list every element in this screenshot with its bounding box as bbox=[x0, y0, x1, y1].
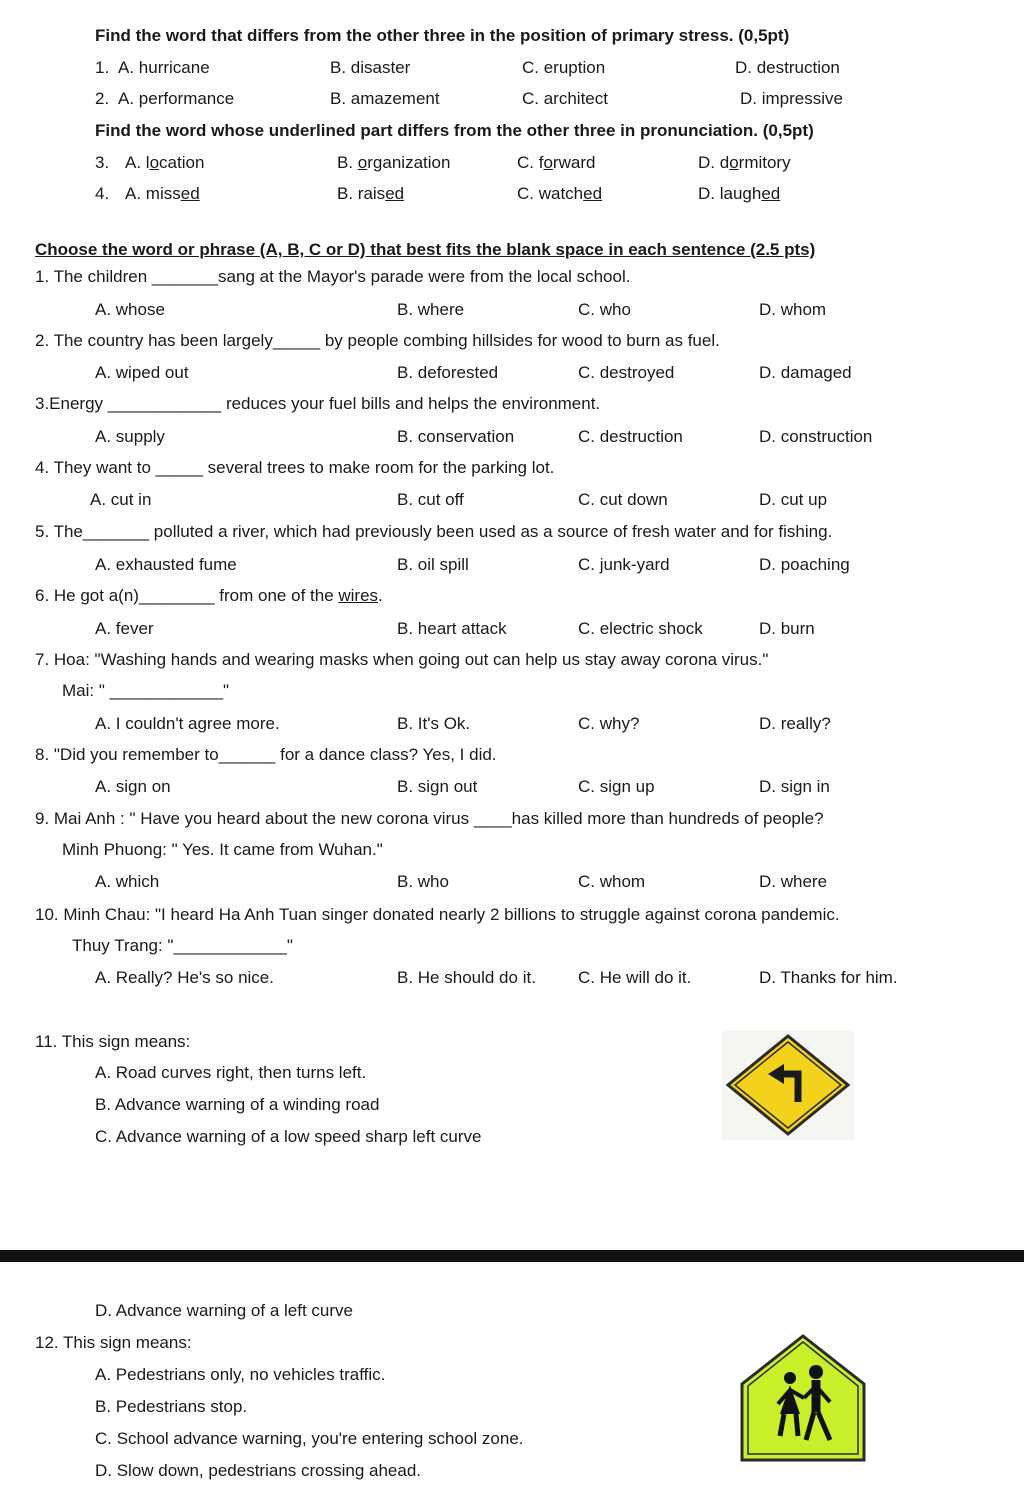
underlined-part: o bbox=[357, 153, 368, 172]
mc-q1-option-b[interactable]: B. where bbox=[397, 300, 465, 319]
underlined-part: ed bbox=[385, 184, 405, 203]
pron-q3-option-a[interactable]: A. location bbox=[125, 153, 205, 172]
underlined-part: ed bbox=[761, 184, 781, 203]
mc-q3-option-d[interactable]: D. construction bbox=[759, 427, 873, 446]
mc-q11-option-d[interactable]: D. Advance warning of a left curve bbox=[95, 1301, 353, 1320]
mc-q8-stem: 8. "Did you remember to______ for a dance class? Yes, I did. bbox=[35, 745, 497, 764]
mc-q10-response-line: Thuy Trang: "____________" bbox=[72, 936, 293, 955]
left-curve-warning-sign-icon bbox=[722, 1030, 854, 1145]
pronunciation-heading: Find the word whose underlined part differs from the other three in pronunciation. (0,5pt) bbox=[95, 121, 814, 140]
mc-q6-option-c[interactable]: C. electric shock bbox=[578, 619, 703, 638]
mc-q6-option-a[interactable]: A. fever bbox=[95, 619, 154, 638]
mc-q9-option-a[interactable]: A. which bbox=[95, 872, 160, 891]
mc-q9-option-d[interactable]: D. where bbox=[759, 872, 828, 891]
mc-q12-option-c[interactable]: C. School advance warning, you're entering school zone. bbox=[95, 1429, 524, 1448]
mc-q8-option-b[interactable]: B. sign out bbox=[397, 777, 478, 796]
pron-q4-option-a[interactable]: A. missed bbox=[125, 184, 200, 203]
mc-q9-stem: 9. Mai Anh : " Have you heard about the new corona virus ____has killed more than hundreds of people? bbox=[35, 809, 824, 828]
stress-q1-option-c[interactable]: C. eruption bbox=[522, 58, 606, 77]
stress-q1-number: 1. bbox=[95, 58, 110, 77]
stress-q2-option-a[interactable]: A. performance bbox=[118, 89, 235, 108]
mc-q11-option-c[interactable]: C. Advance warning of a low speed sharp left curve bbox=[95, 1127, 482, 1146]
mc-q9-option-b[interactable]: B. who bbox=[397, 872, 449, 891]
mc-q2-option-a[interactable]: A. wiped out bbox=[95, 363, 189, 382]
mc-q4-option-c[interactable]: C. cut down bbox=[578, 490, 668, 509]
mc-q5-option-d[interactable]: D. poaching bbox=[759, 555, 850, 574]
stress-q2-option-b[interactable]: B. amazement bbox=[330, 89, 440, 108]
mc-q6-option-b[interactable]: B. heart attack bbox=[397, 619, 507, 638]
mc-q5-option-b[interactable]: B. oil spill bbox=[397, 555, 469, 574]
mc-q11-option-b[interactable]: B. Advance warning of a winding road bbox=[95, 1095, 380, 1114]
stress-q1-option-d[interactable]: D. destruction bbox=[735, 58, 840, 77]
mc-q6-stem: 6. He got a(n)________ from one of the wires. bbox=[35, 586, 383, 605]
mc-q10-stem: 10. Minh Chau: "I heard Ha Anh Tuan singer donated nearly 2 billions to struggle against corona pandemic. bbox=[35, 905, 840, 924]
mc-q3-option-b[interactable]: B. conservation bbox=[397, 427, 515, 446]
mc-q7-option-d[interactable]: D. really? bbox=[759, 714, 831, 733]
stress-q1-option-b[interactable]: B. disaster bbox=[330, 58, 411, 77]
mc-q4-stem: 4. They want to _____ several trees to make room for the parking lot. bbox=[35, 458, 555, 477]
mc-q8-option-a[interactable]: A. sign on bbox=[95, 777, 171, 796]
mc-q5-option-a[interactable]: A. exhausted fume bbox=[95, 555, 237, 574]
mc-q7-option-c[interactable]: C. why? bbox=[578, 714, 640, 733]
stress-q2-option-c[interactable]: C. architect bbox=[522, 89, 608, 108]
underlined-part: ed bbox=[583, 184, 603, 203]
stress-q2-number: 2. bbox=[95, 89, 110, 108]
mc-q10-option-b[interactable]: B. He should do it. bbox=[397, 968, 536, 987]
mc-q10-option-c[interactable]: C. He will do it. bbox=[578, 968, 692, 987]
mc-q3-option-c[interactable]: C. destruction bbox=[578, 427, 683, 446]
mc-q3-option-a[interactable]: A. supply bbox=[95, 427, 165, 446]
page-divider bbox=[0, 1250, 1024, 1262]
underlined-part: o bbox=[729, 153, 739, 172]
mc-q3-stem: 3.Energy ____________ reduces your fuel bills and helps the environment. bbox=[35, 394, 601, 413]
mc-q9-option-c[interactable]: C. whom bbox=[578, 872, 646, 891]
mc-q2-stem: 2. The country has been largely_____ by people combing hillsides for wood to burn as fuel. bbox=[35, 331, 720, 350]
mc-q1-option-a[interactable]: A. whose bbox=[95, 300, 165, 319]
stress-q1-option-a[interactable]: A. hurricane bbox=[118, 58, 210, 77]
mc-q7-response-line: Mai: " ____________" bbox=[62, 681, 230, 700]
mc-q10-option-d[interactable]: D. Thanks for him. bbox=[759, 968, 898, 987]
pron-q3-option-b[interactable]: B. organization bbox=[337, 153, 451, 172]
mc-q12-stem: 12. This sign means: bbox=[35, 1333, 192, 1352]
mc-q7-stem: 7. Hoa: "Washing hands and wearing masks when going out can help us stay away corona virus." bbox=[35, 650, 769, 669]
school-zone-sign-icon bbox=[738, 1332, 868, 1469]
mc-q12-option-b[interactable]: B. Pedestrians stop. bbox=[95, 1397, 248, 1416]
underlined-part: ed bbox=[180, 184, 200, 203]
mc-q4-option-d[interactable]: D. cut up bbox=[759, 490, 828, 509]
mc-q7-option-b[interactable]: B. It's Ok. bbox=[397, 714, 471, 733]
mc-q2-option-c[interactable]: C. destroyed bbox=[578, 363, 675, 382]
mc-q1-option-c[interactable]: C. who bbox=[578, 300, 631, 319]
mc-q1-option-d[interactable]: D. whom bbox=[759, 300, 827, 319]
mc-q5-stem: 5. The_______ polluted a river, which had previously been used as a source of fresh water and for fishing. bbox=[35, 522, 833, 541]
underlined-part: o bbox=[149, 153, 160, 172]
mc-q8-option-d[interactable]: D. sign in bbox=[759, 777, 830, 796]
pron-q3-number: 3. bbox=[95, 153, 110, 172]
underlined-part: o bbox=[543, 153, 553, 172]
pron-q4-option-d[interactable]: D. laughed bbox=[698, 184, 781, 203]
stress-q2-option-d[interactable]: D. impressive bbox=[740, 89, 843, 108]
pron-q4-option-b[interactable]: B. raised bbox=[337, 184, 405, 203]
mc-q4-option-a[interactable]: A. cut in bbox=[90, 490, 152, 509]
mc-q5-option-c[interactable]: C. junk-yard bbox=[578, 555, 670, 574]
pron-q3-option-d[interactable]: D. dormitory bbox=[698, 153, 791, 172]
mc-q2-option-b[interactable]: B. deforested bbox=[397, 363, 499, 382]
mc-q6-option-d[interactable]: D. burn bbox=[759, 619, 815, 638]
mc-q7-option-a[interactable]: A. I couldn't agree more. bbox=[95, 714, 280, 733]
mc-q11-stem: 11. This sign means: bbox=[35, 1032, 191, 1051]
mc-q8-option-c[interactable]: C. sign up bbox=[578, 777, 655, 796]
multiple-choice-heading: Choose the word or phrase (A, B, C or D) that best fits the blank space in each sentence (2.5 pts) bbox=[35, 240, 816, 259]
mc-q1-stem: 1. The children _______sang at the Mayor's parade were from the local school. bbox=[35, 267, 631, 286]
mc-q10-option-a[interactable]: A. Really? He's so nice. bbox=[95, 968, 274, 987]
pron-q3-option-c[interactable]: C. forward bbox=[517, 153, 596, 172]
mc-q4-option-b[interactable]: B. cut off bbox=[397, 490, 464, 509]
mc-q12-option-a[interactable]: A. Pedestrians only, no vehicles traffic. bbox=[95, 1365, 386, 1384]
mc-q2-option-d[interactable]: D. damaged bbox=[759, 363, 852, 382]
mc-q11-option-a[interactable]: A. Road curves right, then turns left. bbox=[95, 1063, 367, 1082]
pron-q4-option-c[interactable]: C. watched bbox=[517, 184, 603, 203]
mc-q12-option-d[interactable]: D. Slow down, pedestrians crossing ahead. bbox=[95, 1461, 422, 1480]
mc-q9-response-line: Minh Phuong: " Yes. It came from Wuhan." bbox=[62, 840, 383, 859]
stress-heading: Find the word that differs from the other three in the position of primary stress. (0,5pt) bbox=[95, 26, 790, 45]
pron-q4-number: 4. bbox=[95, 184, 110, 203]
